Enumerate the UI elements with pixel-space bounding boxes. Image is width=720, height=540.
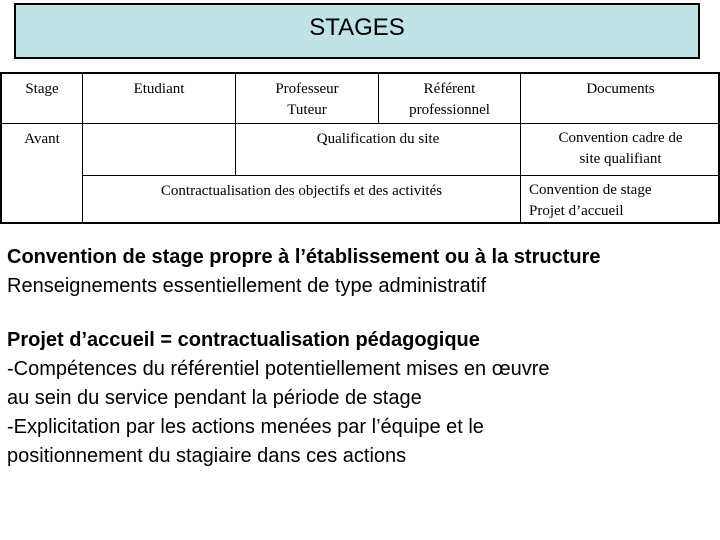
stages-table [0, 72, 720, 224]
row-contract-documents [521, 176, 720, 224]
projet-line1: -Compétences du référentiel potentiellement mises en œuvre [7, 358, 550, 380]
header-documents: Documents [521, 74, 720, 124]
projet-line2: au sein du service pendant la période de stage [7, 387, 422, 409]
projet-line3: -Explicitation par les actions menées par l’équipe et le [7, 416, 484, 438]
header-professeur-line2: Tuteur [287, 102, 327, 118]
header-etudiant: Etudiant [83, 74, 236, 124]
row-contract-doc-line1: Convention de stage [529, 182, 652, 198]
row-avant-qualification: Qualification du site [236, 124, 521, 176]
page-title: STAGES [309, 14, 405, 41]
header-referent [379, 74, 521, 124]
row-avant-documents [521, 124, 720, 176]
header-professeur [236, 74, 379, 124]
row-avant-doc-line2: site qualifiant [579, 151, 662, 167]
row-contract-doc-line2: Projet d’accueil [529, 203, 624, 219]
row-avant-doc-line1: Convention cadre de [558, 130, 683, 146]
header-stage: Stage [2, 74, 83, 124]
projet-heading: Projet d’accueil = contractualisation pédagogique [7, 329, 480, 351]
header-professeur-line1: Professeur [275, 81, 339, 97]
header-referent-line2: professionnel [409, 102, 490, 118]
row-avant-label: Avant [2, 124, 83, 224]
convention-text: Renseignements essentiellement de type administratif [7, 275, 487, 297]
header-referent-line1: Référent [423, 81, 476, 97]
convention-heading: Convention de stage propre à l’établissement ou à la structure [7, 246, 601, 268]
body-text [7, 243, 719, 471]
projet-line4: positionnement du stagiaire dans ces actions [7, 445, 407, 467]
row-contract-activity: Contractualisation des objectifs et des activités [83, 176, 521, 224]
title-banner [14, 3, 700, 59]
row-avant-etudiant [83, 124, 236, 176]
